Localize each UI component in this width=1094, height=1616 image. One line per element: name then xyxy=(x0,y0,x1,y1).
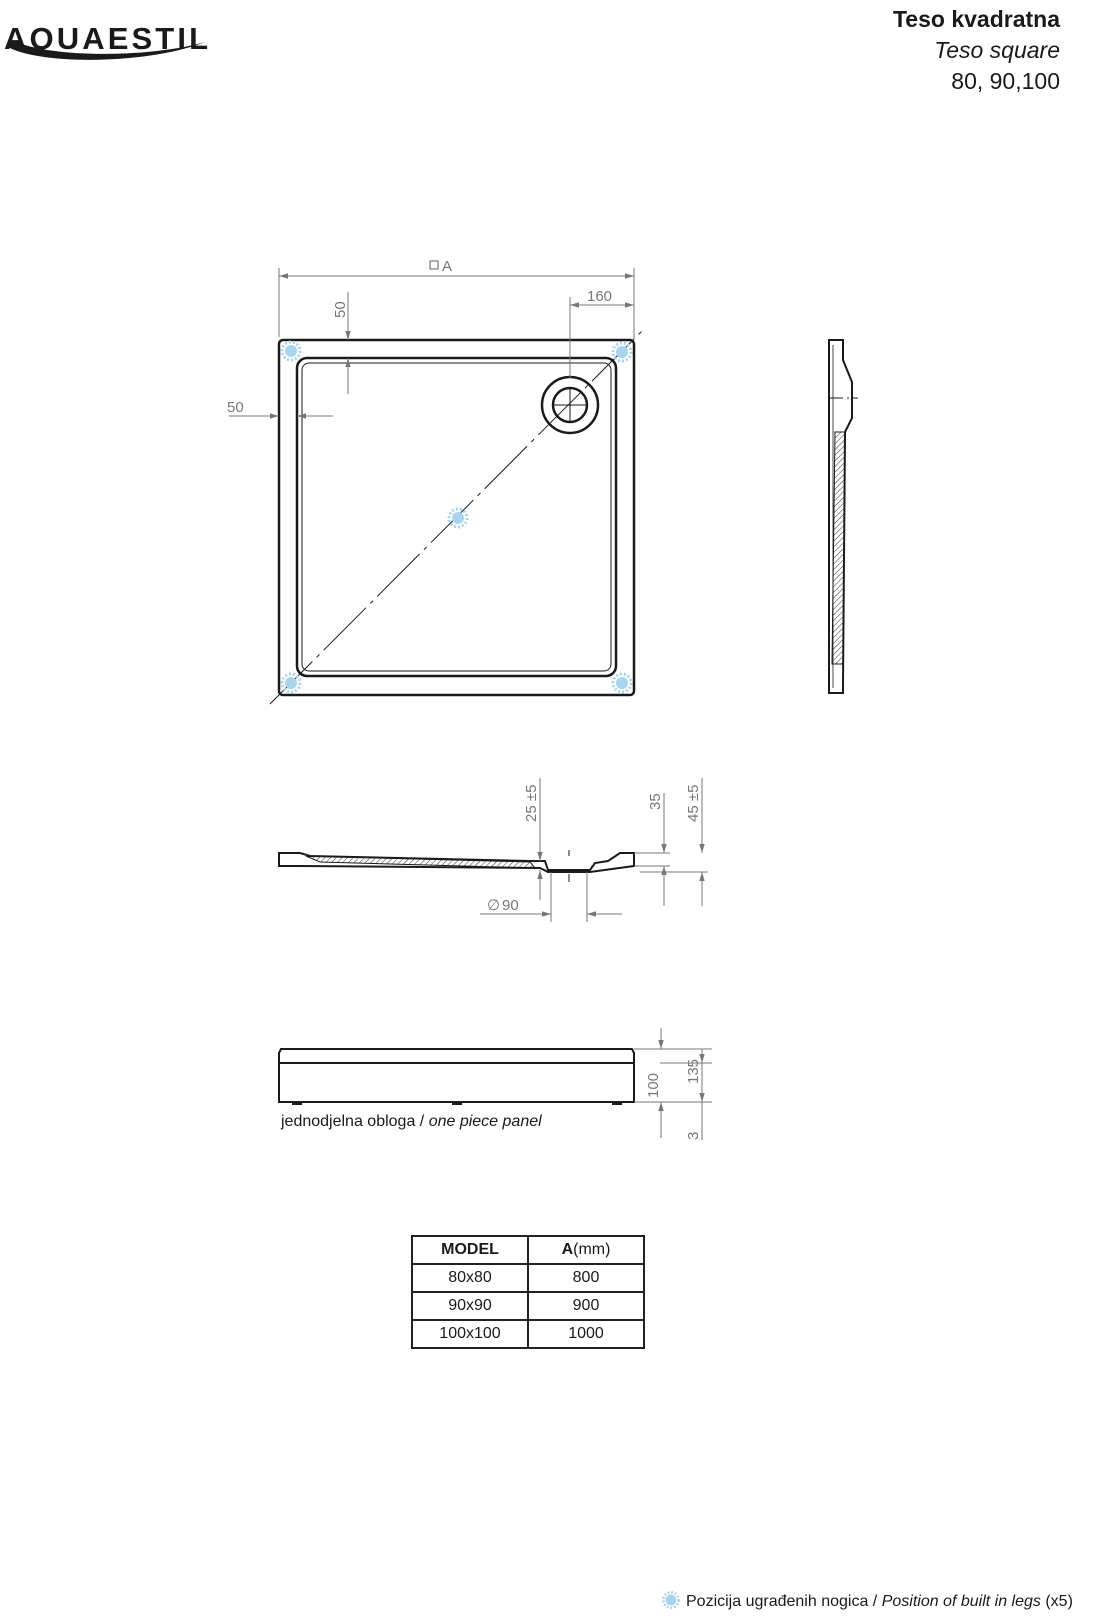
table-row xyxy=(412,1292,644,1320)
product-title: Teso kvadratna xyxy=(892,6,1060,32)
cell-model: 80x80 xyxy=(412,1264,528,1292)
panel-note xyxy=(281,1113,542,1131)
dim-label-total: 135 xyxy=(685,1058,702,1084)
section-view xyxy=(279,778,708,922)
table-row xyxy=(412,1264,644,1292)
product-sizes: 80, 90,100 xyxy=(951,68,1060,94)
leg-icon xyxy=(613,343,631,361)
panel-note-sep: / xyxy=(415,1113,429,1130)
drain-plan xyxy=(542,377,598,433)
model-table xyxy=(411,1235,645,1349)
legend-sep: / xyxy=(868,1593,882,1610)
plan-view xyxy=(227,258,643,704)
table-header-row xyxy=(412,1236,644,1264)
dim-label-top-rim: 50 xyxy=(332,301,349,318)
cell-a: 800 xyxy=(528,1264,644,1292)
diameter-symbol: ∅ xyxy=(487,897,501,914)
panel-note-en: one piece panel xyxy=(428,1113,542,1130)
side-profile-view xyxy=(829,340,858,693)
dim-label-rim-height: 35 xyxy=(647,793,664,810)
dim-label-total-height: 45 ±5 xyxy=(685,784,702,822)
column-header-a: A(mm) xyxy=(528,1236,644,1264)
product-subtitle: Teso square xyxy=(934,37,1060,63)
cell-model: 100x100 xyxy=(412,1320,528,1348)
dim-label-side-rim: 50 xyxy=(227,399,244,416)
legend xyxy=(662,1591,1073,1611)
leg-icon xyxy=(282,342,300,360)
panel-note-hr: jednodjelna obloga xyxy=(281,1113,416,1130)
cell-model: 90x90 xyxy=(412,1292,528,1320)
table-row xyxy=(412,1320,644,1348)
leg-icon xyxy=(449,509,467,527)
dim-label-panel: 100 xyxy=(645,1072,662,1098)
logo-text: AQUAESTIL xyxy=(4,21,208,56)
legend-count: (x5) xyxy=(1040,1593,1073,1610)
dim-label-gap: 3 xyxy=(685,1131,702,1140)
column-header-model: MODEL xyxy=(412,1236,528,1264)
legend-text-en: Position of built in legs xyxy=(881,1593,1041,1610)
dim-label-drain-diameter: 90 xyxy=(502,897,519,914)
leg-position-icon xyxy=(662,1591,680,1609)
legend-text-hr: Pozicija ugrađenih nogica xyxy=(686,1593,869,1610)
cell-a: 900 xyxy=(528,1292,644,1320)
leg-icon xyxy=(282,674,300,692)
dim-label-drain-offset: 160 xyxy=(587,288,613,305)
dim-label-width: A xyxy=(442,258,453,275)
dim-label-drain-height: 25 ±5 xyxy=(523,784,540,822)
square-symbol-icon xyxy=(430,261,438,269)
leg-icon xyxy=(613,674,631,692)
cell-a: 1000 xyxy=(528,1320,644,1348)
